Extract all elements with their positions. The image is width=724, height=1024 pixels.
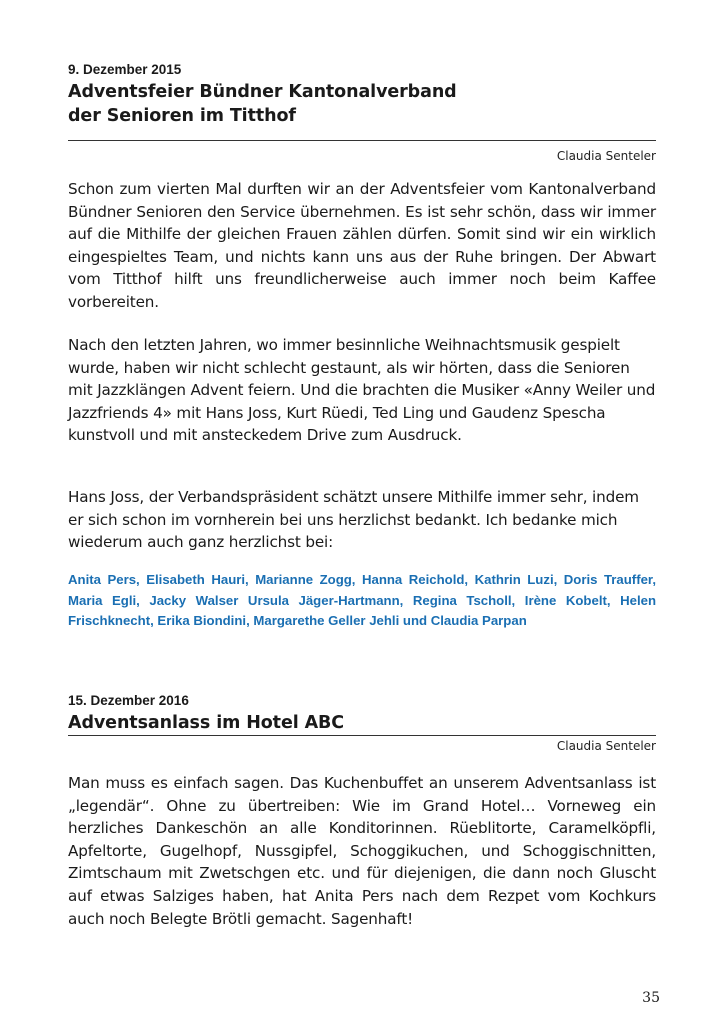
article-1-paragraph-2: Nach den letzten Jahren, wo immer besinnliche Weihnachtsmusik gespielt wurde, haben wir nicht schlecht gestaunt, als wir hörten, dass die Senioren mit Jazzklängen Advent feiern. Und die brachten die Musiker «Anny Weiler und Jazzfriends 4» mit Hans Joss, Kurt Rüedi, Ted Ling und Gaudenz Spescha kunstvoll und mit ansteckedem Drive zum Ausdruck. — [68, 336, 656, 445]
article-1-body-2 — [68, 334, 656, 447]
article-1-divider — [68, 140, 656, 141]
article-2-author: Claudia Senteler — [556, 739, 656, 753]
article-2-body — [68, 772, 656, 930]
article-1-byline — [68, 148, 656, 164]
article-2-title: Adventsanlass im Hotel ABC — [68, 713, 345, 733]
article-2-date: 15. Dezember 2016 — [68, 693, 189, 708]
article-1-paragraph-3: Hans Joss, der Verbandspräsident schätzt unsere Mithilfe immer sehr, indem er sich schon im vornherein bei uns herzlichst bedankt. Ich bedanke mich wiederum auch ganz herzlichst bei: — [68, 488, 639, 552]
article-1-title-line-2: der Senioren im Titthof — [68, 106, 296, 126]
article-2-divider — [68, 735, 656, 736]
article-1-header — [68, 62, 656, 128]
article-1-paragraph-1: Schon zum vierten Mal durften wir an der Adventsfeier vom Kantonalverband Bündner Senioren den Service übernehmen. Es ist sehr schön, dass wir immer auf die Mithilfe der gleichen Frauen zählen dürfen. Somit sind wir ein wirklich eingespieltes Team, und nichts kann uns aus der Ruhe bringen. Der Abwart vom Titthof hilft uns freundlicherweise auch immer noch beim Kaffee vorbereiten. — [68, 180, 656, 311]
article-1-date: 9. Dezember 2015 — [68, 62, 182, 77]
article-2-byline — [68, 738, 656, 754]
page-number: 35 — [642, 990, 660, 1006]
article-1-thanks-block — [68, 570, 656, 632]
article-2-paragraph: Man muss es einfach sagen. Das Kuchenbuffet an unserem Adventsanlass ist „legendär“. Ohne zu übertreiben: Wie im Grand Hotel… Vorneweg ein herzliches Dankeschön an alle Konditorinnen. Rüeblitorte, Caramelköpfli, Apfeltorte, Gugelhopf, Nussgipfel, Schoggikuchen, und Schoggischnitten, Zimtschaum mit Zwetschgen etc. und für diejenigen, die dann noch Gluscht auf etwas Salziges haben, hat Anita Pers nach dem Rezpet vom Kochkurs auch noch Belegte Brötli gemacht. Sagenhaft! — [68, 774, 656, 928]
article-1-body — [68, 178, 656, 314]
article-1-body-3 — [68, 486, 656, 554]
article-2-header — [68, 693, 656, 735]
article-1-title-line-1: Adventsfeier Bündner Kantonalverband — [68, 82, 457, 102]
article-1-author: Claudia Senteler — [556, 149, 656, 163]
article-1-thanks-list: Anita Pers, Elisabeth Hauri, Marianne Zogg, Hanna Reichold, Kathrin Luzi, Doris Trauffer, Maria Egli, Jacky Walser Ursula Jäger-Hartmann, Regina Tscholl, Irène Kobelt, Helen Frischknecht, Erika Biondini, Margarethe Geller Jehli und Claudia Parpan — [68, 572, 656, 628]
